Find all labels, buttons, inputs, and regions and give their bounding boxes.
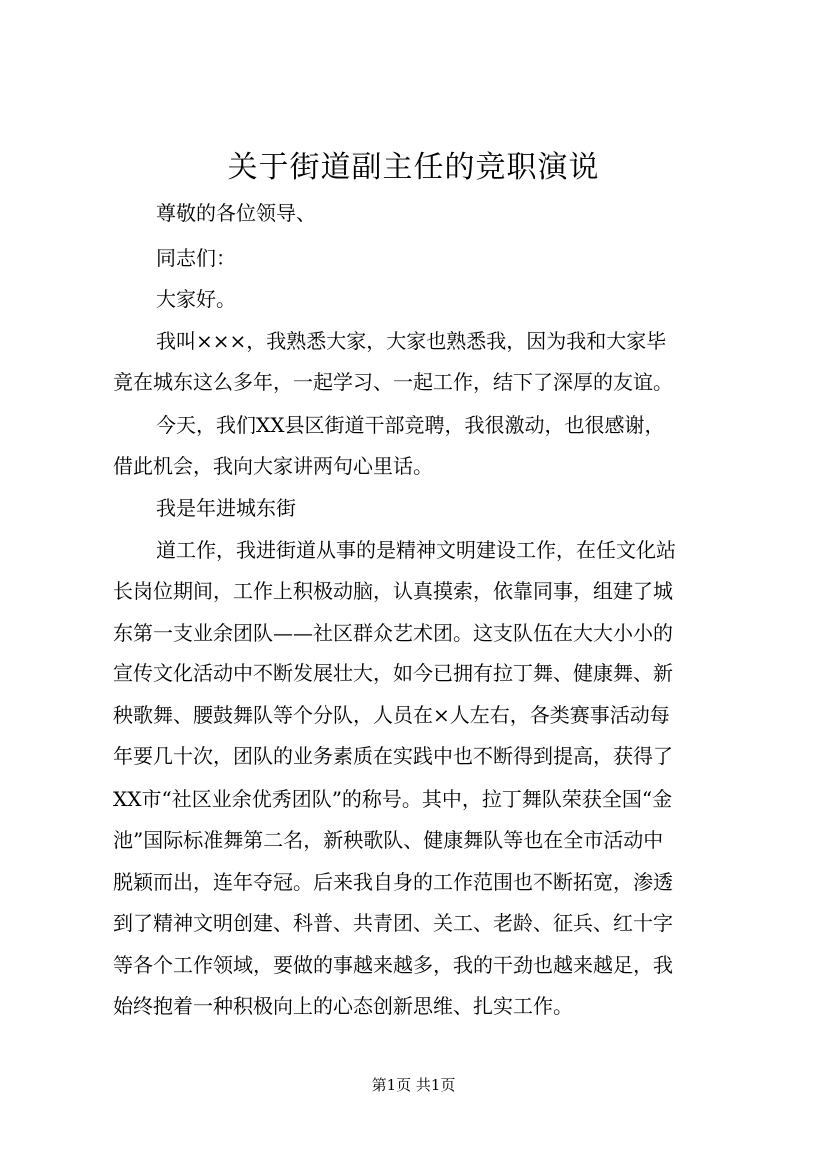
paragraph-line: 年要几十次，团队的业务素质在实践中也不断得到提高，获得了	[113, 744, 673, 768]
paragraph-line: 道工作，我进街道从事的是精神文明建设工作，在任文化站	[156, 538, 676, 562]
paragraph-line: 我是年进城东街	[156, 496, 296, 520]
paragraph-line: 借此机会，我向大家讲两句心里话。	[113, 454, 433, 478]
salutation-line-1: 尊敬的各位领导、	[156, 201, 316, 225]
paragraph-line: 宣传文化活动中不断发展壮大，如今已拥有拉丁舞、健康舞、新	[113, 661, 673, 685]
page-number-footer: 第1页 共1页	[371, 1076, 456, 1094]
paragraph-line: 脱颖而出，连年夺冠。后来我自身的工作范围也不断拓宽，渗透	[113, 870, 673, 894]
paragraph-line: 等各个工作领域，要做的事越来越多，我的干劲也越来越足，我	[113, 953, 673, 977]
paragraph-line: 长岗位期间，工作上积极动脑，认真摸索，依靠同事，组建了城	[113, 579, 673, 603]
paragraph-line: 秧歌舞、腰鼓舞队等个分队，人员在×人左右，各类赛事活动每	[113, 703, 670, 727]
document-title: 关于街道副主任的竞职演说	[227, 150, 600, 185]
paragraph-line: 东第一支业余团队——社区群众艺术团。这支队伍在大大小小的	[113, 621, 673, 645]
salutation-line-2: 同志们：	[156, 246, 236, 270]
paragraph-line: 池”国际标准舞第二名，新秧歌队、健康舞队等也在全市活动中	[113, 828, 664, 852]
paragraph-line: XX市“社区业余优秀团队”的称号。其中，拉丁舞队荣获全国“金	[113, 787, 673, 811]
paragraph-line: 到了精神文明创建、科普、共青团、关工、老龄、征兵、红十字	[113, 911, 673, 935]
paragraph-line: 今天，我们XX县区街道干部竞聘，我很激动，也很感谢，	[156, 413, 665, 437]
greeting-line: 大家好。	[156, 287, 236, 311]
paragraph-line: 我叫×××，我熟悉大家，大家也熟悉我，因为我和大家毕	[156, 329, 667, 353]
paragraph-line: 始终抱着一种积极向上的心态创新思维、扎实工作。	[113, 994, 573, 1018]
paragraph-line: 竟在城东这么多年，一起学习、一起工作，结下了深厚的友谊。	[113, 370, 673, 394]
